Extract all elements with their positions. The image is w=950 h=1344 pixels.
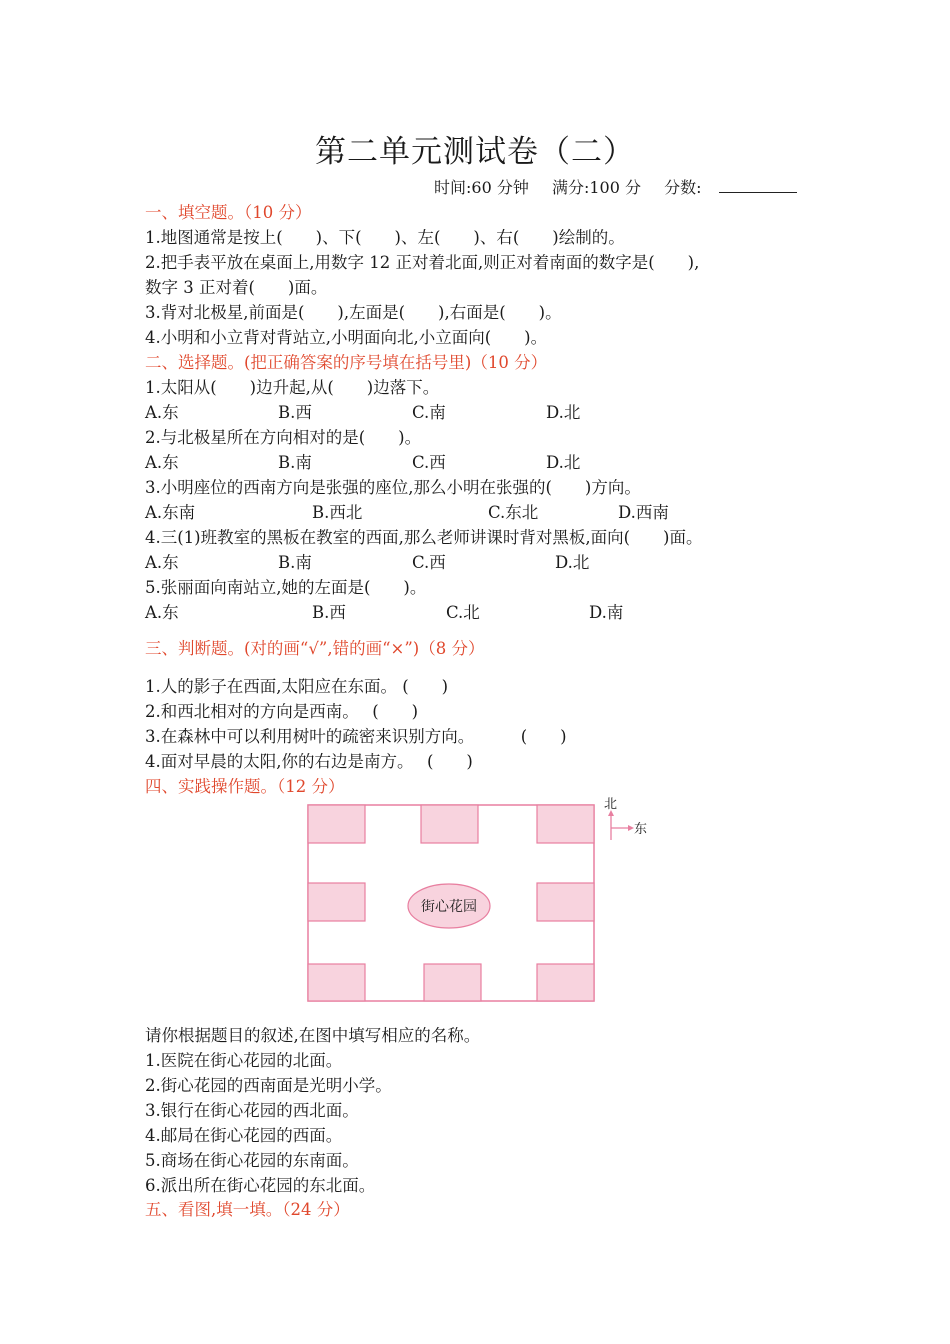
s2-question-4: 4.三(1)班教室的黑板在教室的西面,那么老师讲课时背对黑板,面向( )面。 bbox=[145, 528, 703, 547]
option[interactable]: D.西南 bbox=[618, 503, 669, 522]
s3-question-3: 3.在森林中可以利用树叶的疏密来识别方向。 ( ) bbox=[145, 727, 567, 746]
section4-heading: 四、实践操作题。（12 分） bbox=[145, 777, 345, 796]
s1-question-1: 1.地图通常是按上( )、下( )、左( )、右( )绘制的。 bbox=[145, 228, 625, 247]
s2-question-5: 5.张丽面向南站立,她的左面是( )。 bbox=[145, 578, 427, 597]
s1-question-2b: 数字 3 正对着( )面。 bbox=[145, 278, 328, 297]
option[interactable]: B.西 bbox=[278, 403, 312, 422]
s4-item: 2.街心花园的西南面是光明小学。 bbox=[145, 1076, 392, 1095]
score-label: 分数: bbox=[664, 178, 702, 197]
full-score: 满分:100 分 bbox=[551, 178, 641, 197]
score-blank[interactable] bbox=[719, 176, 797, 193]
s4-item: 3.银行在街心花园的西北面。 bbox=[145, 1101, 359, 1120]
s2-question-1: 1.太阳从( )边升起,从( )边落下。 bbox=[145, 378, 440, 397]
building-s[interactable] bbox=[424, 964, 481, 1001]
section3-heading: 三、判断题。(对的画“√”,错的画“×”)（8 分） bbox=[145, 639, 485, 658]
s4-item: 6.派出所在街心花园的东北面。 bbox=[145, 1176, 376, 1195]
map-diagram bbox=[300, 790, 660, 1010]
s4-item: 5.商场在街心花园的东南面。 bbox=[145, 1151, 359, 1170]
option[interactable]: B.南 bbox=[278, 453, 312, 472]
s1-question-4: 4.小明和小立背对背站立,小明面向北,小立面向( )。 bbox=[145, 328, 548, 347]
garden-label: 街心花园 bbox=[421, 899, 477, 915]
building-e[interactable] bbox=[537, 883, 594, 921]
option[interactable]: A.东 bbox=[145, 453, 179, 472]
building-nw[interactable] bbox=[308, 805, 365, 843]
option[interactable]: D.北 bbox=[555, 553, 590, 572]
option[interactable]: B.西北 bbox=[312, 503, 363, 522]
option[interactable]: C.南 bbox=[412, 403, 446, 422]
building-sw[interactable] bbox=[308, 964, 365, 1001]
section1-heading: 一、填空题。（10 分） bbox=[145, 203, 312, 222]
compass-north-label: 北 bbox=[604, 797, 618, 812]
option[interactable]: D.北 bbox=[546, 453, 581, 472]
option[interactable]: A.东 bbox=[145, 553, 179, 572]
building-se[interactable] bbox=[537, 964, 594, 1001]
option[interactable]: B.西 bbox=[312, 603, 346, 622]
s3-question-2: 2.和西北相对的方向是西南。 ( ) bbox=[145, 702, 419, 721]
s2-question-3: 3.小明座位的西南方向是张强的座位,那么小明在张强的( )方向。 bbox=[145, 478, 641, 497]
page-title: 第二单元测试卷（二） bbox=[315, 134, 635, 170]
section5-heading: 五、看图,填一填。（24 分） bbox=[145, 1200, 350, 1219]
option[interactable]: A.东 bbox=[145, 603, 179, 622]
option[interactable]: C.北 bbox=[446, 603, 480, 622]
s1-question-2a: 2.把手表平放在桌面上,用数字 12 正对着北面,则正对着南面的数字是( ), bbox=[145, 253, 700, 272]
building-ne[interactable] bbox=[537, 805, 594, 843]
s3-question-1: 1.人的影子在西面,太阳应在东面。 ( ) bbox=[145, 677, 449, 696]
s3-question-4: 4.面对早晨的太阳,你的右边是南方。 ( ) bbox=[145, 752, 473, 771]
option[interactable]: C.西 bbox=[412, 453, 446, 472]
s2-question-2: 2.与北极星所在方向相对的是( )。 bbox=[145, 428, 422, 447]
exam-meta bbox=[434, 176, 797, 200]
s4-item: 4.邮局在街心花园的西面。 bbox=[145, 1126, 343, 1145]
time-limit: 时间:60 分钟 bbox=[434, 178, 529, 197]
compass-east-label: 东 bbox=[634, 822, 648, 837]
option[interactable]: A.东南 bbox=[145, 503, 196, 522]
section2-heading: 二、选择题。(把正确答案的序号填在括号里)（10 分） bbox=[145, 353, 548, 372]
option[interactable]: A.东 bbox=[145, 403, 179, 422]
s4-intro: 请你根据题目的叙述,在图中填写相应的名称。 bbox=[145, 1026, 481, 1045]
building-n[interactable] bbox=[421, 805, 478, 843]
s4-item: 1.医院在街心花园的北面。 bbox=[145, 1051, 343, 1070]
s1-question-3: 3.背对北极星,前面是( ),左面是( ),右面是( )。 bbox=[145, 303, 562, 322]
building-w[interactable] bbox=[308, 883, 365, 921]
option[interactable]: D.北 bbox=[546, 403, 581, 422]
option[interactable]: C.西 bbox=[412, 553, 446, 572]
option[interactable]: B.南 bbox=[278, 553, 312, 572]
option[interactable]: D.南 bbox=[589, 603, 624, 622]
option[interactable]: C.东北 bbox=[488, 503, 539, 522]
